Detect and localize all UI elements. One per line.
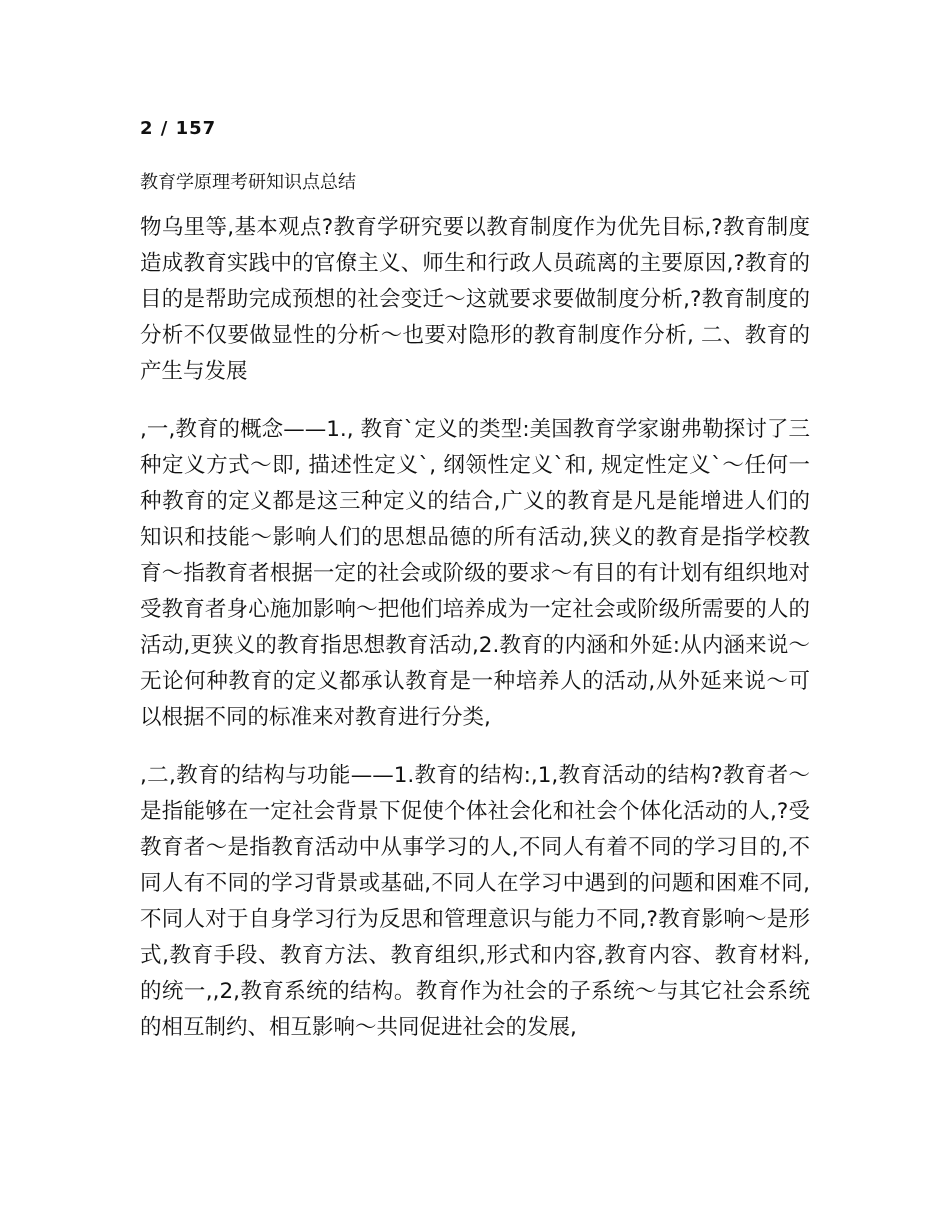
paragraph-1: 物乌里等,基本观点?教育学研究要以教育制度作为优先目标,?教育制度造成教育实践中的官僚主义、师生和行政人员疏离的主要原因,?教育的目的是帮助完成预想的社会变迁～这就要求要做制度分析,?教育制度的分析不仅要做显性的分析～也要对隐形的教育制度作分析, 二、教育的产生与发展 — [140, 215, 810, 384]
paragraph-3: ,二,教育的结构与功能——1.教育的结构:,1,教育活动的结构?教育者～是指能够在一定社会背景下促使个体社会化和社会个体化活动的人,?受教育者～是指教育活动中从事学习的人,不同人有着不同的学习目的,不同人有不同的学习背景或基础,不同人在学习中遇到的问题和困难不同,不同人对于自身学习行为反思和管理意识与能力不同,?教育影响～是形式,教育手段、教育方法、教育组织,形式和内容,教育内容、教育材料,的统一,,2,教育系统的结构。教育作为社会的子系统～与其它社会系统的相互制约、相互影响～共同促进社会的发展, — [140, 763, 810, 1040]
paragraph-2: ,一,教育的概念——1., 教育`定义的类型:美国教育学家谢弗勒探讨了三种定义方式～即, 描述性定义`, 纲领性定义`和, 规定性定义`～任何一种教育的定义都是这三种定义的结合,广义的教育是凡是能增进人们的知识和技能～影响人们的思想品德的所有活动,狭义的教育是指学校教育～指教育者根据一定的社会或阶级的要求～有目的有计划有组织地对受教育者身心施加影响～把他们培养成为一定社会或阶级所需要的人的活动,更狭义的教育指思想教育活动,2.教育的内涵和外延:从内涵来说～无论何种教育的定义都承认教育是一种培养人的活动,从外延来说～可以根据不同的标准来对教育进行分类, — [140, 417, 810, 730]
page-number: 2 / 157 — [140, 118, 217, 139]
document-title: 教育学原理考研知识点总结 — [140, 172, 356, 193]
document-body — [140, 210, 810, 1046]
